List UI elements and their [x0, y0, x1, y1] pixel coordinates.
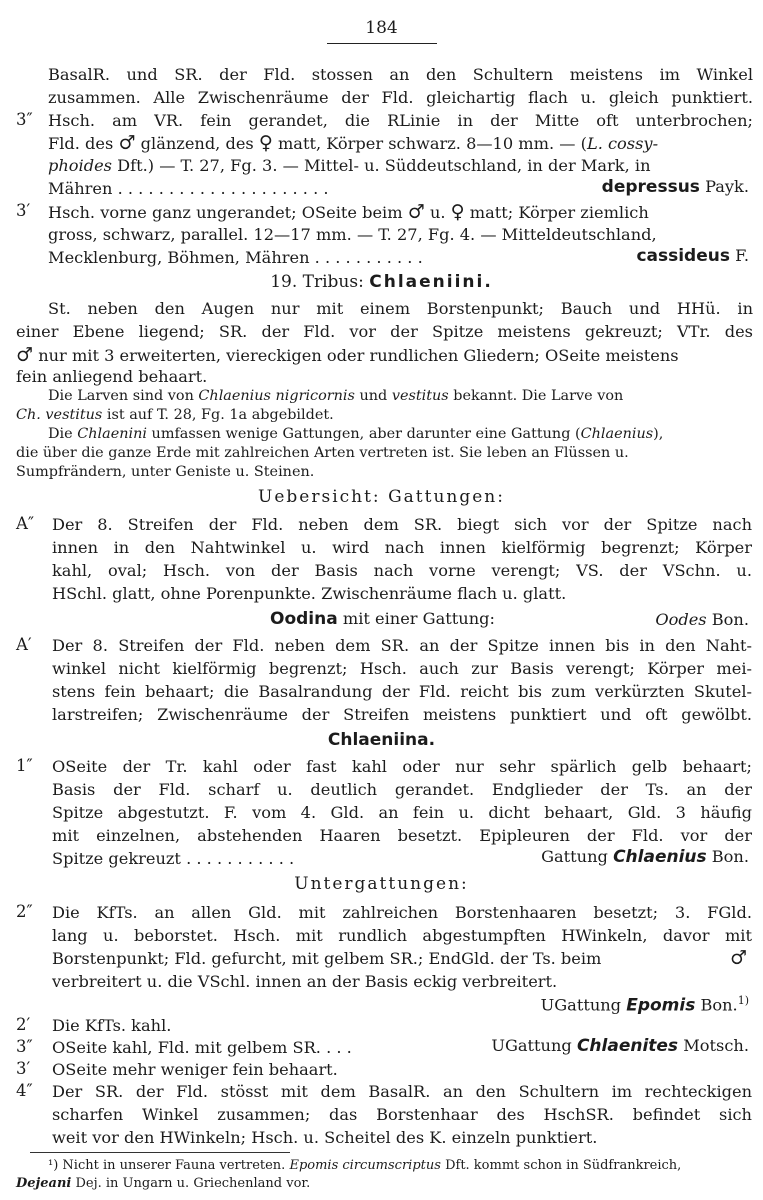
key-number: 3″	[16, 1037, 33, 1056]
section-heading-untergattungen: Untergattungen:	[294, 874, 469, 894]
text-line: Hsch. am VR. fein gerandet, die RLinie in der Mitte oft unterbrochen;	[48, 111, 753, 130]
male-symbol: ♂	[407, 201, 425, 223]
male-symbol: ♂	[16, 344, 34, 366]
text-line: Fld. des ♂ glänzend, des ♀ matt, Körper schwarz. 8—10 mm. — (L. cossy-	[48, 132, 659, 154]
header-rule	[327, 43, 437, 44]
genus-chlaenius: Gattung Chlaenius Bon.	[541, 847, 749, 867]
text-line: einer Ebene liegend; SR. der Fld. vor der Spitze meistens gekreuzt; VTr. des	[16, 322, 753, 341]
leader-dots: . . . . . . . . . . .	[186, 849, 295, 868]
text-line: phoides Dft.) — T. 27, Fg. 3. — Mittel- u. Süddeutschland, in der Mark, in	[48, 156, 651, 175]
key-number: 3′	[16, 201, 31, 220]
text-line: Spitze abgestutzt. F. vom 4. Gld. an fein u. dicht behaart, Gld. 3 häufig	[52, 803, 752, 822]
footnote-line: Dejeani Dej. in Ungarn u. Griechenland vor.	[16, 1176, 311, 1191]
footnote-line: ¹) Nicht in unserer Fauna vertreten. Epomis circumscriptus Dft. kommt schon in Südfrankreich,	[48, 1158, 682, 1173]
subgenus-epomis: UGattung Epomis Bon.$^{1)}$	[540, 994, 749, 1016]
key-number: 2″	[16, 902, 33, 921]
small-print-line: Sumpfrändern, unter Geniste u. Steinen.	[16, 464, 315, 480]
text-line: innen in den Nahtwinkel u. wird nach innen kielförmig begrenzt; Körper	[52, 538, 752, 557]
section-heading-uebersicht: Uebersicht: Gattungen:	[258, 487, 505, 507]
species-name: cassideus F.	[636, 246, 749, 266]
key-number: A″	[16, 514, 35, 533]
page-number: 184	[365, 18, 398, 38]
text-line: stens fein behaart; die Basalrandung der Fld. reicht bis zum verkürzten Skutel-	[52, 682, 752, 701]
text-line: larstreifen; Zwischenräume der Streifen meistens punktiert und oft gewölbt.	[52, 705, 752, 724]
text-line: OSeite kahl, Fld. mit gelbem SR. . . .	[52, 1038, 352, 1057]
key-number: A′	[16, 635, 32, 654]
subtribe-chlaeniina: Chlaeniina.	[327, 730, 436, 750]
text-line: OSeite mehr weniger fein behaart.	[52, 1060, 338, 1079]
small-print-line: die über die ganze Erde mit zahlreichen Arten vertreten ist. Sie leben an Flüssen u.	[16, 445, 629, 461]
text-line: Mähren . . . . . . . . . . . . . . . . . . . . .	[48, 179, 329, 198]
text-line: Mecklenburg, Böhmen, Mähren . . . . . . . . . . .	[48, 248, 423, 267]
text-line: gross, schwarz, parallel. 12—17 mm. — T. 27, Fg. 4. — Mitteldeutschland,	[48, 225, 657, 244]
text-line: OSeite der Tr. kahl oder fast kahl oder nur sehr spärlich gelb behaart;	[52, 757, 752, 776]
text-line: BasalR. und SR. der Fld. stossen an den Schultern meistens im Winkel	[48, 65, 753, 84]
leader-dots: . . . . . . . . . . .	[314, 248, 423, 267]
text-line: Basis der Fld. scharf u. deutlich gerandet. Endglieder der Ts. an der	[52, 780, 752, 799]
text-line: kahl, oval; Hsch. von der Basis nach vorne verengt; VS. der VSchn. u.	[52, 561, 752, 580]
tribus-heading: 19. Tribus: Chlaeniini.	[270, 272, 493, 292]
text-line: Borstenpunkt; Fld. gefurcht, mit gelbem SR.; EndGld. der Ts. beim	[52, 949, 602, 968]
key-number: 3′	[16, 1059, 31, 1078]
small-print-line: Ch. vestitus ist auf T. 28, Fg. 1a abgebildet.	[16, 407, 334, 423]
text-line: winkel nicht kielförmig begrenzt; Hsch. auch zur Basis verengt; Körper mei-	[52, 659, 752, 678]
small-print-line: Die Larven sind von Chlaenius nigricornis und vestitus bekannt. Die Larve von	[48, 388, 624, 404]
female-symbol: ♀	[258, 132, 273, 154]
male-symbol: ♂	[118, 132, 136, 154]
genus-oodes: Oodes Bon.	[655, 610, 749, 629]
small-print-line: Die Chlaenini umfassen wenige Gattungen, aber darunter eine Gattung (Chlaenius),	[48, 426, 664, 442]
subtribe-oodina: Oodina mit einer Gattung:	[270, 609, 495, 629]
text-line: weit vor den HWinkeln; Hsch. u. Scheitel des K. einzeln punktiert.	[52, 1128, 598, 1147]
female-symbol: ♀	[450, 201, 465, 223]
subgenus-chlaenites: UGattung Chlaenites Motsch.	[491, 1036, 749, 1056]
text-line: Der 8. Streifen der Fld. neben dem SR. biegt sich vor der Spitze nach	[52, 515, 752, 534]
text-line: Hsch. vorne ganz ungerandet; OSeite beim ♂ u. ♀ matt; Körper ziemlich	[48, 201, 649, 223]
text-line: verbreitert u. die VSchl. innen an der Basis eckig verbreitert.	[52, 972, 558, 991]
text-line: HSchl. glatt, ohne Porenpunkte. Zwischenräume flach u. glatt.	[52, 584, 567, 603]
text-line: Die KfTs. an allen Gld. mit zahlreichen Borstenhaaren besetzt; 3. FGld.	[52, 903, 752, 922]
leader-dots: . . .	[326, 1038, 352, 1057]
text-line: Spitze gekreuzt . . . . . . . . . . .	[52, 849, 295, 868]
text-line: Der 8. Streifen der Fld. neben dem SR. an der Spitze innen bis in den Naht-	[52, 636, 752, 655]
text-line: lang u. beborstet. Hsch. mit rundlich abgestumpften HWinkeln, davor mit	[52, 926, 752, 945]
leader-dots: . . . . . . . . . . . . . . . . . . . . .	[117, 179, 329, 198]
footnote-marker: 1)	[737, 994, 749, 1007]
text-line: mit einzelnen, abstehenden Haaren besetzt. Epipleuren der Fld. vor der	[52, 826, 752, 845]
key-number: 2′	[16, 1015, 31, 1034]
key-number: 4″	[16, 1081, 33, 1100]
key-number: 3″	[16, 110, 33, 129]
species-name: depressus Payk.	[601, 177, 749, 197]
text-line: St. neben den Augen nur mit einem Borstenpunkt; Bauch und HHü. in	[48, 299, 753, 318]
text-line: Der SR. der Fld. stösst mit dem BasalR. an den Schultern im rechteckigen	[52, 1082, 752, 1101]
text-line: fein anliegend behaart.	[16, 367, 208, 386]
male-symbol: ♂	[729, 947, 747, 969]
key-number: 1″	[16, 756, 33, 775]
text-line: ♂ nur mit 3 erweiterten, viereckigen oder rundlichen Gliedern; OSeite meistens	[16, 344, 679, 366]
text-line: Die KfTs. kahl.	[52, 1016, 172, 1035]
footnote-rule	[30, 1152, 290, 1153]
text-line: scharfen Winkel zusammen; das Borstenhaar des HschSR. befindet sich	[52, 1105, 752, 1124]
text-line: zusammen. Alle Zwischenräume der Fld. gleichartig flach u. gleich punktiert.	[48, 88, 753, 107]
